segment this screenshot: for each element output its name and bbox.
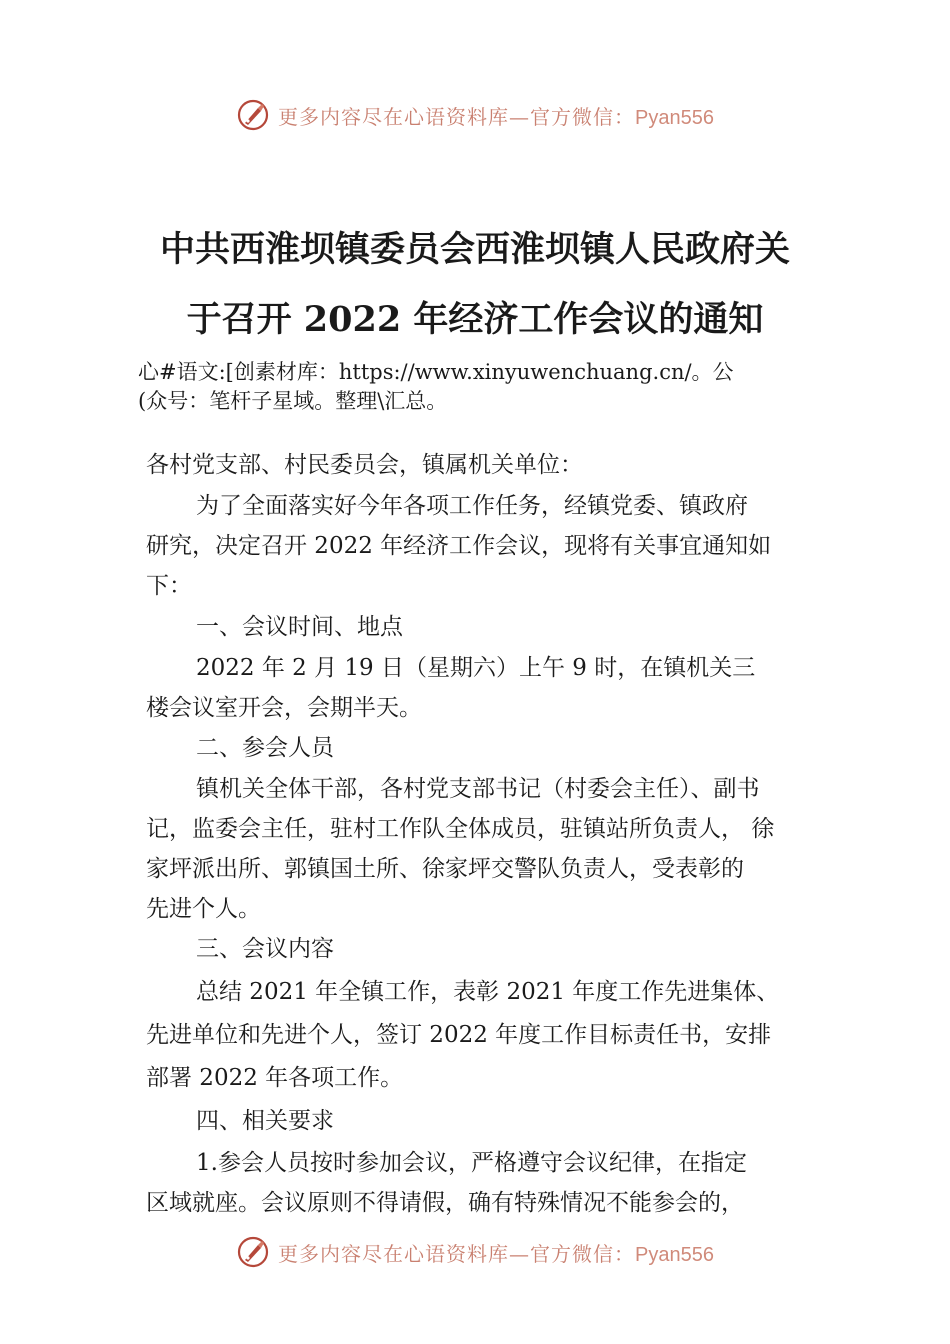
watermark-text: 更多内容尽在心语资料库—官方微信：Pyan556	[278, 104, 714, 129]
section-text-line: 记，监委会主任，驻村工作队全体成员，驻镇站所负责人， 徐	[146, 816, 775, 842]
wechat-handle: Pyan556	[635, 1243, 714, 1266]
watermark-text: 更多内容尽在心语资料库—官方微信：Pyan556	[278, 1241, 714, 1266]
section-heading-requirements: 四、相关要求	[196, 1108, 334, 1134]
section-text-line: 部署 2022 年各项工作。	[146, 1065, 404, 1091]
section-text-line: 镇机关全体干部，各村党支部书记（村委会主任）、副书	[196, 776, 760, 802]
section-heading-content: 三、会议内容	[196, 936, 334, 962]
source-note-line-1: 心#语文:[创素材库：https://www.xinyuwenchuang.cn/。公	[138, 360, 734, 384]
source-note-line-2: (众号：笔杆子星域。整理\汇总。	[138, 389, 448, 413]
intro-line: 研究，决定召开 2022 年经济工作会议，现将有关事宜通知如	[146, 533, 772, 559]
salutation: 各村党支部、村民委员会，镇属机关单位：	[146, 452, 583, 478]
pen-nib-seal-icon	[236, 1235, 270, 1269]
document-title-line-1: 中共西淮坝镇委员会西淮坝镇人民政府关	[159, 229, 790, 270]
section-text-line: 1.参会人员按时参加会议，严格遵守会议纪律，在指定	[196, 1150, 747, 1176]
section-heading-time-place: 一、会议时间、地点	[196, 614, 403, 640]
section-text-line: 先进单位和先进个人，签订 2022 年度工作目标责任书，安排	[146, 1022, 772, 1048]
footer-watermark-banner	[0, 1232, 950, 1272]
section-text-line: 先进个人。	[146, 896, 261, 922]
section-text-line: 楼会议室开会，会期半天。	[146, 695, 422, 721]
intro-line: 为了全面落实好今年各项工作任务，经镇党委、镇政府	[196, 493, 748, 519]
intro-line: 下：	[146, 573, 192, 599]
pen-nib-seal-icon	[236, 98, 270, 132]
document-title-line-2: 于召开 2022 年经济工作会议的通知	[186, 299, 764, 340]
header-watermark-banner	[0, 95, 950, 135]
section-text-line: 区域就座。会议原则不得请假，确有特殊情况不能参会的，	[146, 1190, 744, 1216]
section-text-line: 2022 年 2 月 19 日（星期六）上午 9 时，在镇机关三	[196, 655, 756, 681]
section-heading-attendees: 二、参会人员	[196, 735, 334, 761]
section-text-line: 家坪派出所、郭镇国土所、徐家坪交警队负责人，受表彰的	[146, 856, 744, 882]
wechat-handle: Pyan556	[635, 106, 714, 129]
section-text-line: 总结 2021 年全镇工作，表彰 2021 年度工作先进集体、	[196, 979, 780, 1005]
